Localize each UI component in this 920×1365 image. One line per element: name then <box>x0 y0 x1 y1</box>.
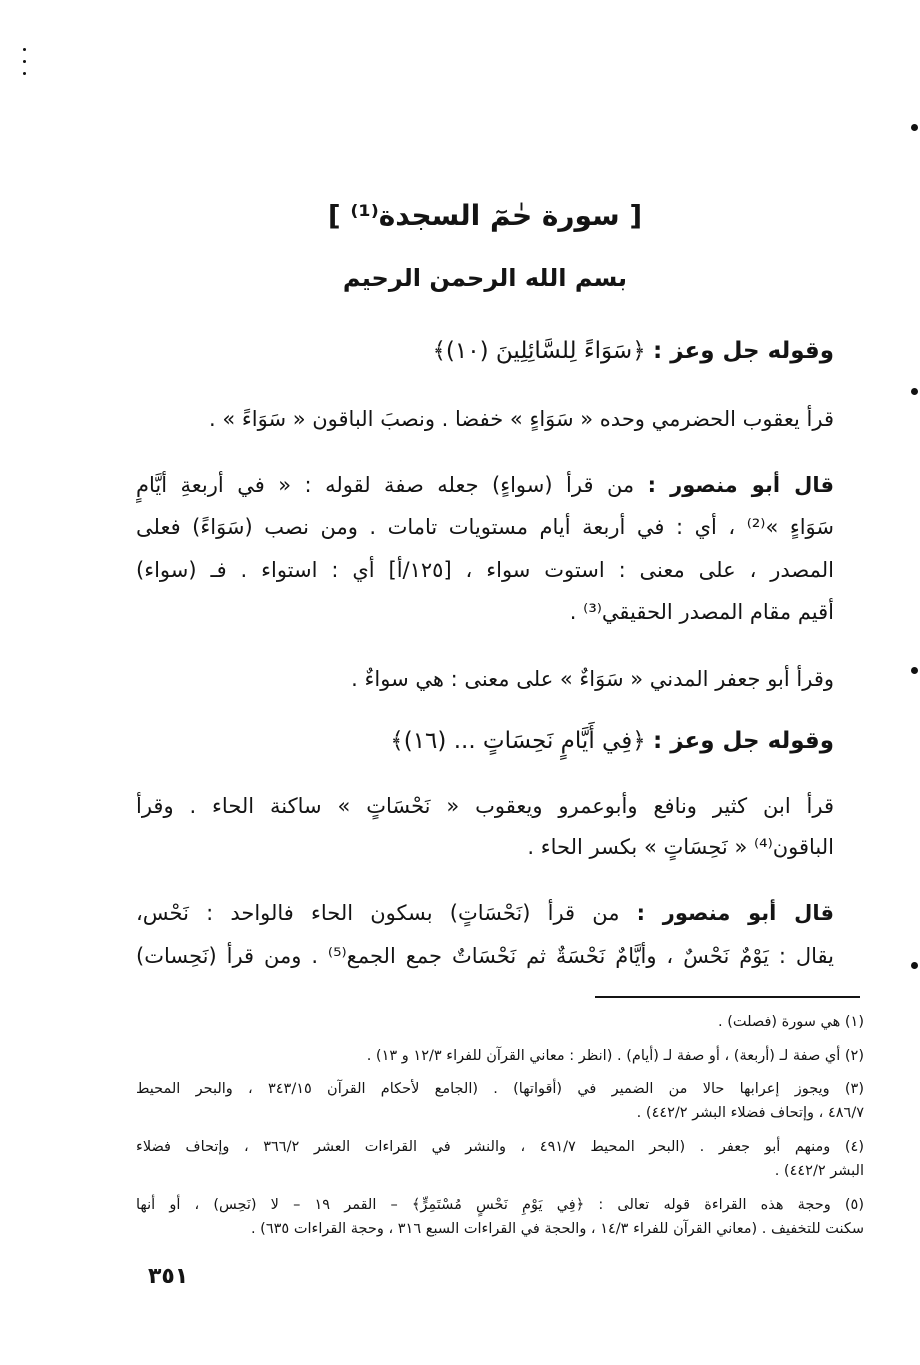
commentary-line: سَوَاءٍ »⁽²⁾ ، أي : في أربعة أيام مستويات تامات . ومن نصب (سَوَاءً) فعلى <box>136 515 834 539</box>
quran-verse: ﴿فِي أَيَّامٍ نَحِسَاتٍ ... (١٦)﴾ <box>390 728 646 754</box>
reading-line: قرأ يعقوب الحضرمي وحده « سَوَاءٍ » خفضا . ونصبَ الباقون « سَوَاءً » . <box>209 407 834 431</box>
commentary-line <box>136 465 834 505</box>
margin-mark <box>911 388 918 395</box>
commentary-lead: قال أبو منصور : <box>636 901 834 925</box>
commentary-lead: قال أبو منصور : <box>647 473 834 497</box>
reading-line: الباقون⁽⁴⁾ « نَحِسَاتٍ » بكسر الحاء . <box>527 835 834 859</box>
verse-heading <box>136 331 834 371</box>
margin-mark <box>23 72 26 75</box>
reading-line: قرأ ابن كثير ونافع وأبوعمرو ويعقوب « نَحْسَاتٍ » ساكنة الحاء . وقرأ <box>136 794 834 818</box>
footnote: (١) هي سورة (فصلت) . <box>717 1014 864 1030</box>
footnote: (٤) ومنهم أبو جعفر . (البحر المحيط ٤٩١/٧ ، والنشر في القراءات العشر ٣٦٦/٢ ، وإتحاف فضلاء <box>136 1139 864 1155</box>
commentary-line: أقيم مقام المصدر الحقيقي⁽³⁾ . <box>569 600 834 624</box>
commentary-line: يقال : يَوْمٌ نَحْسٌ ، وأيَّامٌ نَحْسَةٌ ثم نَحْسَاتٌ جمع الجمع⁽⁵⁾ . ومن قرأ (نَحِسات) <box>136 944 834 968</box>
margin-mark <box>23 48 26 51</box>
footnote: سكنت للتخفيف . (معاني القرآن للفراء ١٤/٣ ، والحجة في القراءات السبع ٣١٦ ، وحجة القراءات ٦٣٥) . <box>250 1221 864 1237</box>
commentary-text: من قرأ (نَحْسَاتٍ) بسكون الحاء فالواحد : نَحْس، <box>136 901 620 925</box>
margin-mark <box>911 124 918 131</box>
surah-title: [ سورة حٰمٓ السجدة⁽¹⁾ ] <box>327 199 643 232</box>
heading-lead: وقوله جل وعز : <box>652 728 834 754</box>
footnote: (٢) أي صفة لـ (أربعة) ، أو صفة لـ (أيام) . (انظر : معاني القرآن للفراء ١٢/٣ و ١٣) . <box>366 1048 864 1064</box>
footnote-divider <box>595 996 860 998</box>
reading-line: وقرأ أبو جعفر المدني « سَوَاءٌ » على معنى : هي سواءٌ . <box>351 667 834 691</box>
footnote: (٣) ويجوز إعرابها حالا من الضمير في (أقواتها) . (الجامع لأحكام القرآن ٣٤٣/١٥ ، والبحر المحيط <box>136 1081 864 1097</box>
margin-mark <box>911 962 918 969</box>
margin-mark <box>23 60 26 63</box>
basmala: بسم الله الرحمن الرحيم <box>342 264 628 292</box>
commentary-line: المصدر ، على معنى : استوت سواء ، [١٢٥/أ] أي : استواء . فـ (سواء) <box>136 558 834 582</box>
heading-lead: وقوله جل وعز : <box>652 338 834 364</box>
quran-verse: ﴿سَوَاءً لِلسَّائِلِينَ (١٠)﴾ <box>432 338 646 364</box>
commentary-line <box>136 893 834 933</box>
page-number: ٣٥١ <box>148 1264 189 1289</box>
footnote: ٤٨٦/٧ ، وإتحاف فضلاء البشر ٤٤٢/٢) . <box>636 1105 864 1121</box>
commentary-text: من قرأ (سواءٍ) جعله صفة لقوله : « في أربعةِ أيَّامٍ <box>136 473 635 497</box>
footnote: (٥) وحجة هذه القراءة قوله تعالى : ﴿فِي يَوْمِ نَحْسٍ مُسْتَمِرٍّ﴾ – القمر ١٩ – لا (نَحِس) ، أو أنها <box>136 1197 864 1213</box>
verse-heading <box>136 721 834 761</box>
footnote: البشر ٤٤٢/٢) . <box>774 1163 864 1179</box>
margin-mark <box>911 667 918 674</box>
